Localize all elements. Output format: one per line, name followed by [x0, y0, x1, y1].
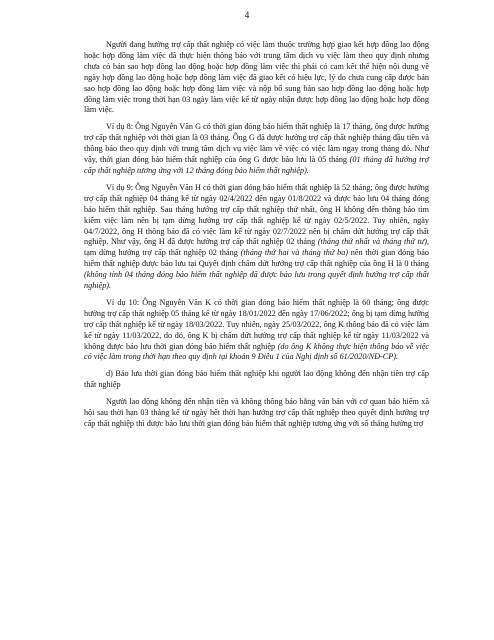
paragraph-italic-note: (không tính 04 tháng đóng bảo hiểm thất nghiệp đã được bảo lưu trong quyết định hưởng trợ cấp thất nghiệp).	[84, 270, 429, 291]
paragraph-employment-commitment	[84, 40, 429, 116]
paragraph-text: nên thời gian đóng bảo hiểm thất nghiệp được bảo lưu tại Quyết định chấm dứt hưởng trợ cấp thất nghiệp của ông H là 0 tháng	[84, 248, 429, 269]
paragraph-italic-note: (tháng thứ nhất và tháng thứ tư)	[317, 237, 427, 247]
paragraph-italic-note: (tháng thứ hai và tháng thứ ba)	[240, 248, 349, 258]
document-body	[84, 40, 429, 430]
paragraph-text: d) Bảo lưu thời gian đóng bảo hiểm thất nghiệp khi người lao động không đến nhận tiền trợ cấp thất nghiệp	[84, 369, 429, 390]
paragraph-italic-note: (do ông K không thực hiện thông báo về việc có việc làm trong thời hạn theo quy định tại khoản 9 Điều 1 của Nghị định số 61/2020/NĐ-CP).	[84, 341, 429, 362]
paragraph-text: Người đang hưởng trợ cấp thất nghiệp có việc làm thuộc trường hợp giao kết hợp đồng lao động hoặc hợp đồng làm việc đã thực hiện thông báo với trung tâm dịch vụ việc làm theo quy định nhưng chưa có bản sao hợp đồng lao động hoặc hợp đồng làm việc thì phải có cam kết thể hiện nội dung về ngày hợp đồng lao động hoặc hợp đồng làm việc đã giao kết có hiệu lực, lý do chưa cung cấp được bản sao hợp đồng lao động hoặc hợp đồng làm việc và nộp bổ sung bản sao hợp đồng lao động hoặc hợp đồng làm việc trong thời hạn 03 ngày làm việc kể từ ngày nhận được hợp đồng lao động hoặc hợp đồng làm việc.	[84, 40, 429, 115]
paragraph-example-9	[84, 183, 429, 292]
paragraph-text: Người lao động không đến nhận tiền và không thông báo bằng văn bản với cơ quan bảo hiểm xã hội sau thời hạn 03 tháng kể từ ngày hết thời hạn hưởng trợ cấp thất nghiệp theo quyết định hưởng trợ cấp thất nghiệp thì được bảo lưu thời gian đóng bảo hiểm thất nghiệp tương ứng với số tháng hưởng trợ	[84, 397, 429, 428]
paragraph-example-8	[84, 122, 429, 177]
paragraph-section-d-heading	[84, 369, 429, 391]
paragraph-text: Ví dụ 10: Ông Nguyễn Văn K có thời gian đóng bảo hiểm thất nghiệp là 60 tháng; ông được hưởng trợ cấp thất nghiệp 05 tháng kể từ ngày 18/01/2022 đến ngày 17/06/2022; ông bị tạm dừng hưởng trợ cấp thất nghiệp kể từ ngày 18/03/2022. Tuy nhiên, ngày 25/03/2022, ông K thông báo đã có việc làm kể từ ngày 11/03/2022, do đó, ông K bị chấm dứt hưởng trợ cấp thất nghiệp kể từ ngày 11/03/2022 và không được bảo lưu thời gian đóng bảo hiểm thất nghiệp	[84, 297, 429, 351]
page-number: 4	[244, 10, 250, 20]
paragraph-example-10	[84, 298, 429, 363]
paragraph-unclaimed-benefit	[84, 397, 429, 430]
paragraph-italic-note: (01 tháng đã hưởng trợ cấp thất nghiệp tương ứng với 12 tháng đóng bảo hiểm thất nghiệp).	[84, 155, 429, 175]
paragraph-text: , tạm dừng hưởng trợ cấp thất nghiệp 02 tháng	[84, 237, 429, 258]
paragraph-text: Ví dụ 8: Ông Nguyễn Văn G có thời gian đóng bảo hiểm thất nghiệp là 17 tháng, ông được hưởng trợ cấp thất nghiệp với thời gian là 03 tháng. Ông G đã được hưởng trợ cấp thất nghiệp tháng đầu tiên và thông báo theo quy định với trung tâm dịch vụ việc làm về việc có việc làm ngay trong tháng đó. Như vậy, thời gian đóng bảo hiểm thất nghiệp của ông G được bảo lưu là 05 tháng	[84, 122, 429, 165]
paragraph-text: Ví dụ 9: Ông Nguyễn Văn H có thời gian đóng bảo hiểm thất nghiệp là 52 tháng; ông được hưởng trợ cấp thất nghiệp 04 tháng kể từ ngày 02/4/2022 đến ngày 01/8/2022 và được bảo lưu 04 tháng đóng bảo hiểm thất nghiệp. Sau tháng hưởng trợ cấp thất nghiệp thứ nhất, ông H không đến thông báo tìm kiếm việc làm nên bị tạm dừng hưởng trợ cấp thất nghiệp kể từ ngày 02/5/2022. Tuy nhiên, ngày 04/7/2022, ông H thông báo đã có việc làm kể từ ngày 02/7/2022 nên bị chấm dứt hưởng trợ cấp thất nghiệp. Như vậy, ông H đã được hưởng trợ cấp thất nghiệp 02 tháng	[84, 182, 429, 247]
